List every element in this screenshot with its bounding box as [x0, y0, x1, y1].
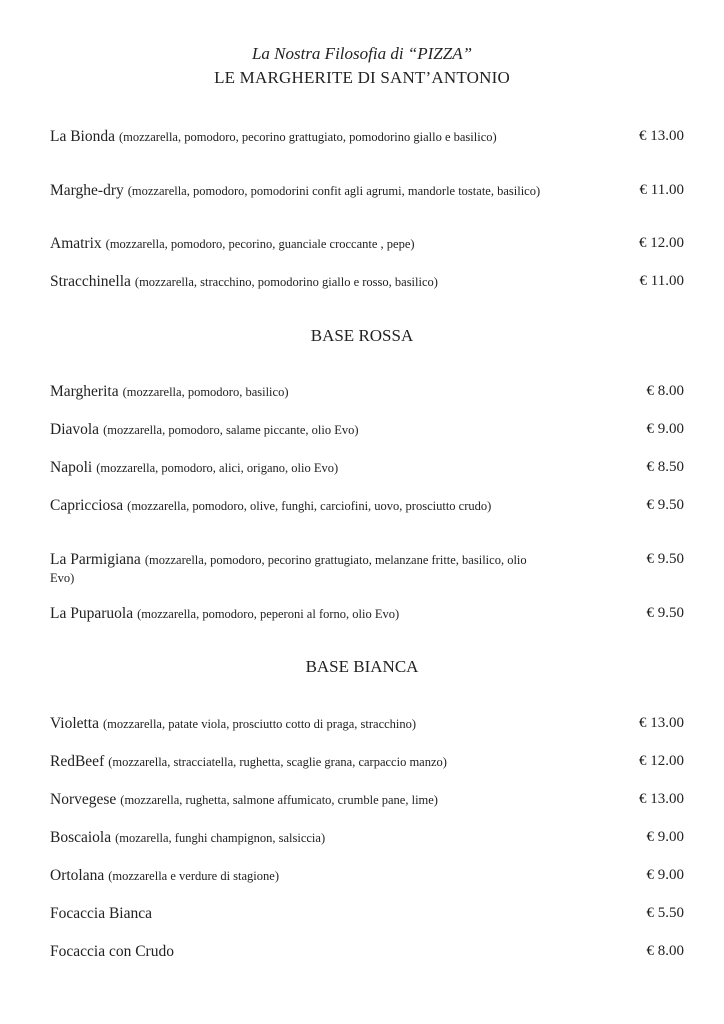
item-name: Ortolana — [50, 867, 105, 884]
item-price: € 9.00 — [646, 867, 684, 883]
menu-item-la-bionda — [50, 128, 684, 146]
item-name: La Parmigiana — [50, 551, 141, 568]
item-name: Norvegese — [50, 791, 117, 808]
item-name: Amatrix — [50, 235, 102, 252]
item-name: Napoli — [50, 459, 93, 476]
item-description: (mozarella, funghi champignon, salsiccia) — [115, 831, 326, 845]
item-name: Focaccia Bianca — [50, 905, 152, 922]
menu-item-redbeef — [50, 753, 684, 771]
item-name: Boscaiola — [50, 829, 112, 846]
menu-item-focaccia-con-crudo — [50, 943, 684, 960]
item-price: € 12.00 — [639, 753, 684, 769]
item-description: (mozzarella e verdure di stagione) — [108, 869, 279, 883]
menu-subtitle: La Nostra Filosofia di “PIZZA” — [251, 44, 473, 63]
menu-item-diavola — [50, 421, 684, 439]
section-heading-base-rossa: BASE ROSSA — [310, 326, 414, 345]
item-description: (mozzarella, pomodoro, olive, funghi, carciofini, uovo, prosciutto crudo) — [127, 499, 492, 513]
menu-item-la-puparuola — [50, 605, 684, 623]
item-description: (mozzarella, pomodoro, basilico) — [122, 385, 289, 399]
menu-item-napoli — [50, 459, 684, 477]
item-description: (mozzarella, rughetta, salmone affumicato, crumble pane, lime) — [120, 793, 438, 807]
item-description: (mozzarella, stracciatella, rughetta, scaglie grana, carpaccio manzo) — [108, 755, 447, 769]
item-price: € 9.00 — [646, 421, 684, 437]
menu-item-amatrix — [50, 235, 684, 253]
menu-item-stracchinella — [50, 273, 684, 291]
menu-item-focaccia-bianca — [50, 905, 684, 922]
item-description: (mozzarella, pomodoro, pomodorini confit agli agrumi, mandorle tostate, basilico) — [127, 184, 541, 198]
item-price: € 9.50 — [646, 551, 684, 567]
item-description: (mozzarella, pomodoro, pecorino grattugiato, pomodorino giallo e basilico) — [119, 130, 497, 144]
menu-item-la-parmigiana — [50, 551, 684, 587]
item-name: RedBeef — [50, 753, 105, 770]
item-price: € 5.50 — [646, 905, 684, 921]
item-description: (mozzarella, patate viola, prosciutto cotto di praga, stracchino) — [103, 717, 417, 731]
item-description: (mozzarella, pomodoro, pecorino grattugiato, melanzane fritte, basilico, olio Evo) — [50, 553, 527, 585]
item-price: € 9.50 — [646, 605, 684, 621]
item-name: Diavola — [50, 421, 100, 438]
menu-item-boscaiola — [50, 829, 684, 847]
item-name: Stracchinella — [50, 273, 131, 290]
menu-item-capricciosa — [50, 497, 684, 515]
item-description: (mozzarella, stracchino, pomodorino giallo e rosso, basilico) — [134, 275, 438, 289]
item-description: (mozzarella, pomodoro, alici, origano, olio Evo) — [96, 461, 339, 475]
item-price: € 13.00 — [639, 128, 684, 144]
item-price: € 8.00 — [646, 943, 684, 959]
item-description: (mozzarella, pomodoro, pecorino, guanciale croccante , pepe) — [105, 237, 415, 251]
menu-item-norvegese — [50, 791, 684, 809]
item-name: Margherita — [50, 383, 119, 400]
item-name: La Puparuola — [50, 605, 134, 622]
item-price: € 8.00 — [646, 383, 684, 399]
item-price: € 11.00 — [639, 182, 684, 198]
item-price: € 12.00 — [639, 235, 684, 251]
section-heading-base-bianca: BASE BIANCA — [305, 657, 419, 676]
menu-item-margherita — [50, 383, 684, 401]
item-price: € 9.50 — [646, 497, 684, 513]
item-price: € 13.00 — [639, 791, 684, 807]
menu-item-marghe-dry — [50, 182, 684, 200]
item-description: (mozzarella, pomodoro, salame piccante, olio Evo) — [103, 423, 359, 437]
item-name: Capricciosa — [50, 497, 124, 514]
item-name: Marghe-dry — [50, 182, 124, 199]
item-price: € 11.00 — [639, 273, 684, 289]
menu-item-ortolana — [50, 867, 684, 885]
item-name: La Bionda — [50, 128, 115, 145]
item-price: € 8.50 — [646, 459, 684, 475]
menu-title: LE MARGHERITE DI SANT’ANTONIO — [214, 68, 510, 87]
item-price: € 9.00 — [646, 829, 684, 845]
item-name: Focaccia con Crudo — [50, 943, 174, 960]
item-name: Violetta — [50, 715, 99, 732]
item-price: € 13.00 — [639, 715, 684, 731]
menu-item-violetta — [50, 715, 684, 733]
item-description: (mozzarella, pomodoro, peperoni al forno, olio Evo) — [137, 607, 400, 621]
